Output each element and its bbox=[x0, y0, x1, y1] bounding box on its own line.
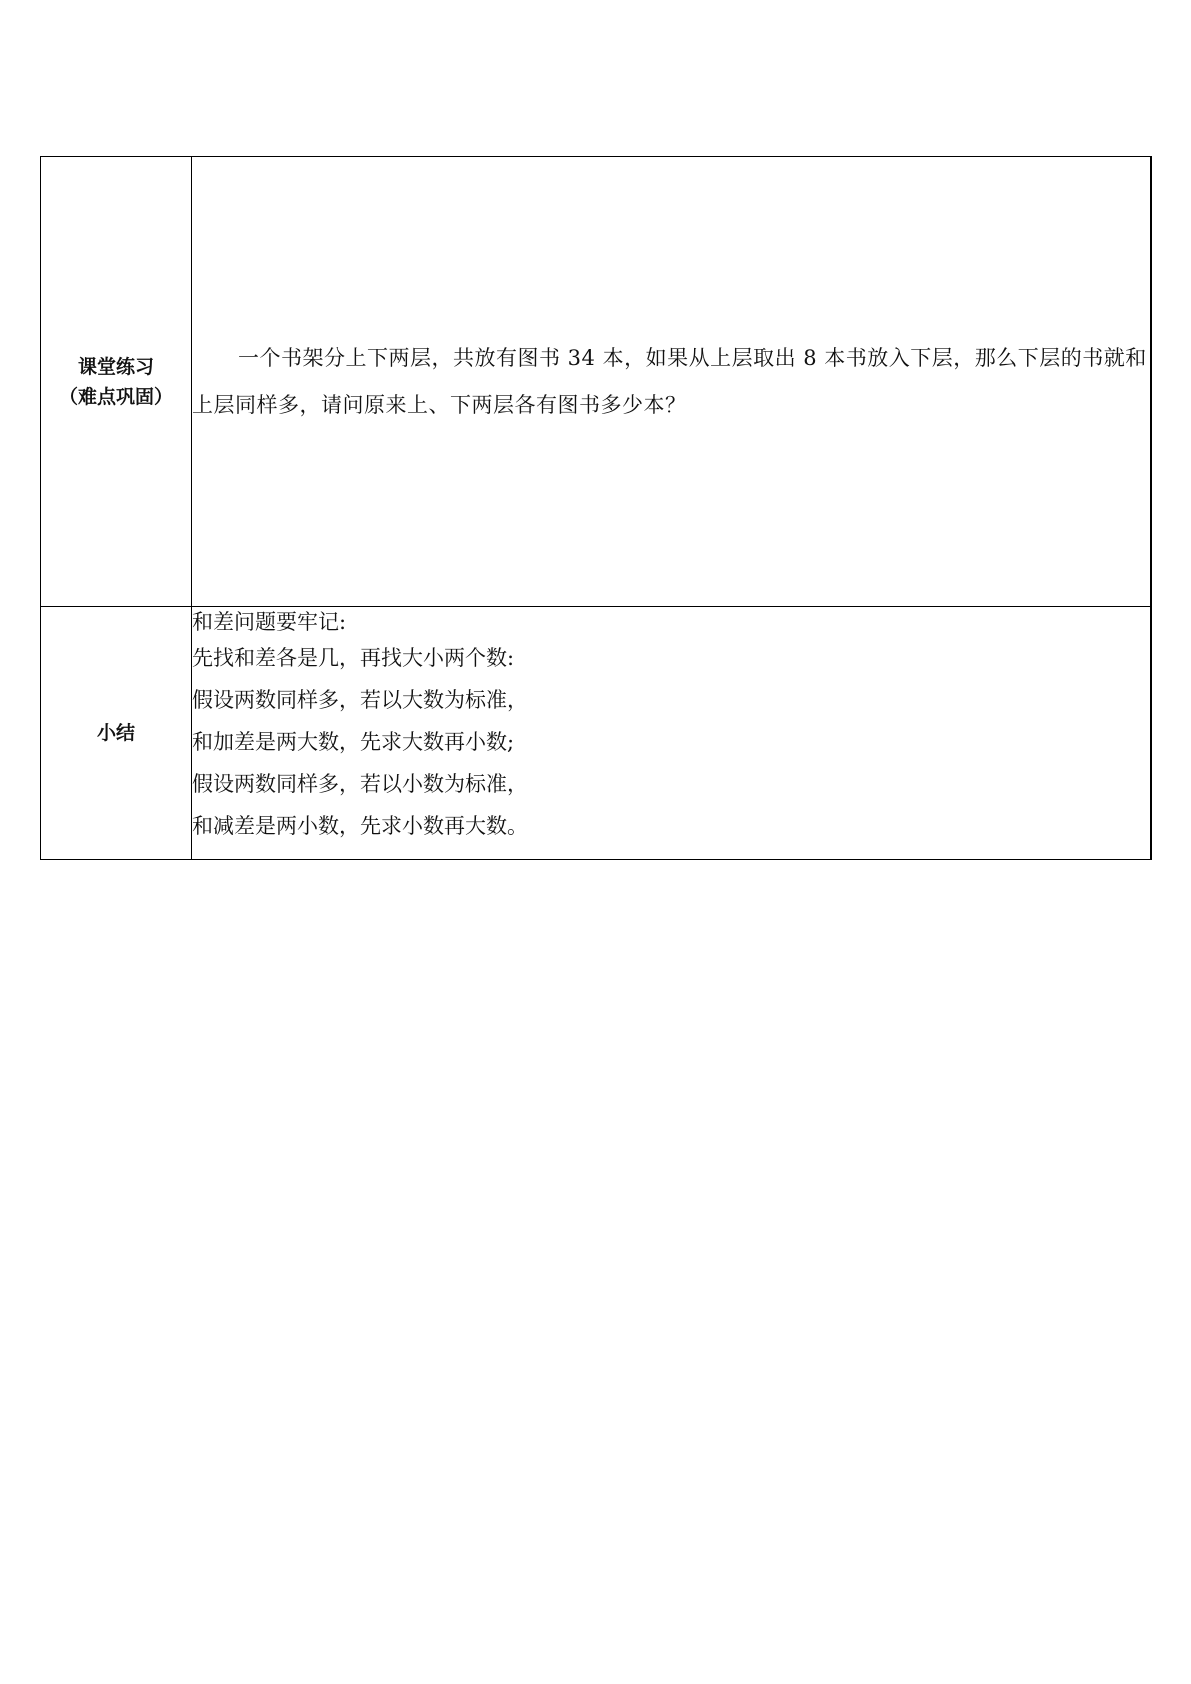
summary-line: 假设两数同样多，若以小数为标准， bbox=[192, 772, 528, 796]
summary-label-cell bbox=[41, 607, 192, 860]
summary-line: 假设两数同样多，若以大数为标准， bbox=[192, 688, 528, 712]
practice-label-cell bbox=[41, 157, 192, 607]
summary-line: 和加差是两大数，先求大数再小数; bbox=[192, 730, 515, 754]
practice-problem-text: 一个书架分上下两层，共放有图书 34 本，如果从上层取出 8 本书放入下层，那么下层的书就和上层同样多，请问原来上、下两层各有图书多少本？ bbox=[192, 157, 1152, 607]
summary-line: 先找和差各是几，再找大小两个数: bbox=[192, 646, 515, 670]
summary-label: 小结 bbox=[96, 722, 135, 744]
lesson-table bbox=[40, 156, 1152, 860]
summary-row bbox=[41, 607, 1152, 860]
practice-label: 课堂练习 bbox=[77, 355, 154, 378]
practice-row bbox=[41, 157, 1152, 607]
summary-line: 和减差是两小数，先求小数再大数。 bbox=[192, 814, 528, 838]
summary-content-cell bbox=[192, 607, 1152, 860]
summary-line: 和差问题要牢记: bbox=[192, 610, 347, 634]
practice-sublabel: （难点巩固） bbox=[58, 385, 173, 408]
